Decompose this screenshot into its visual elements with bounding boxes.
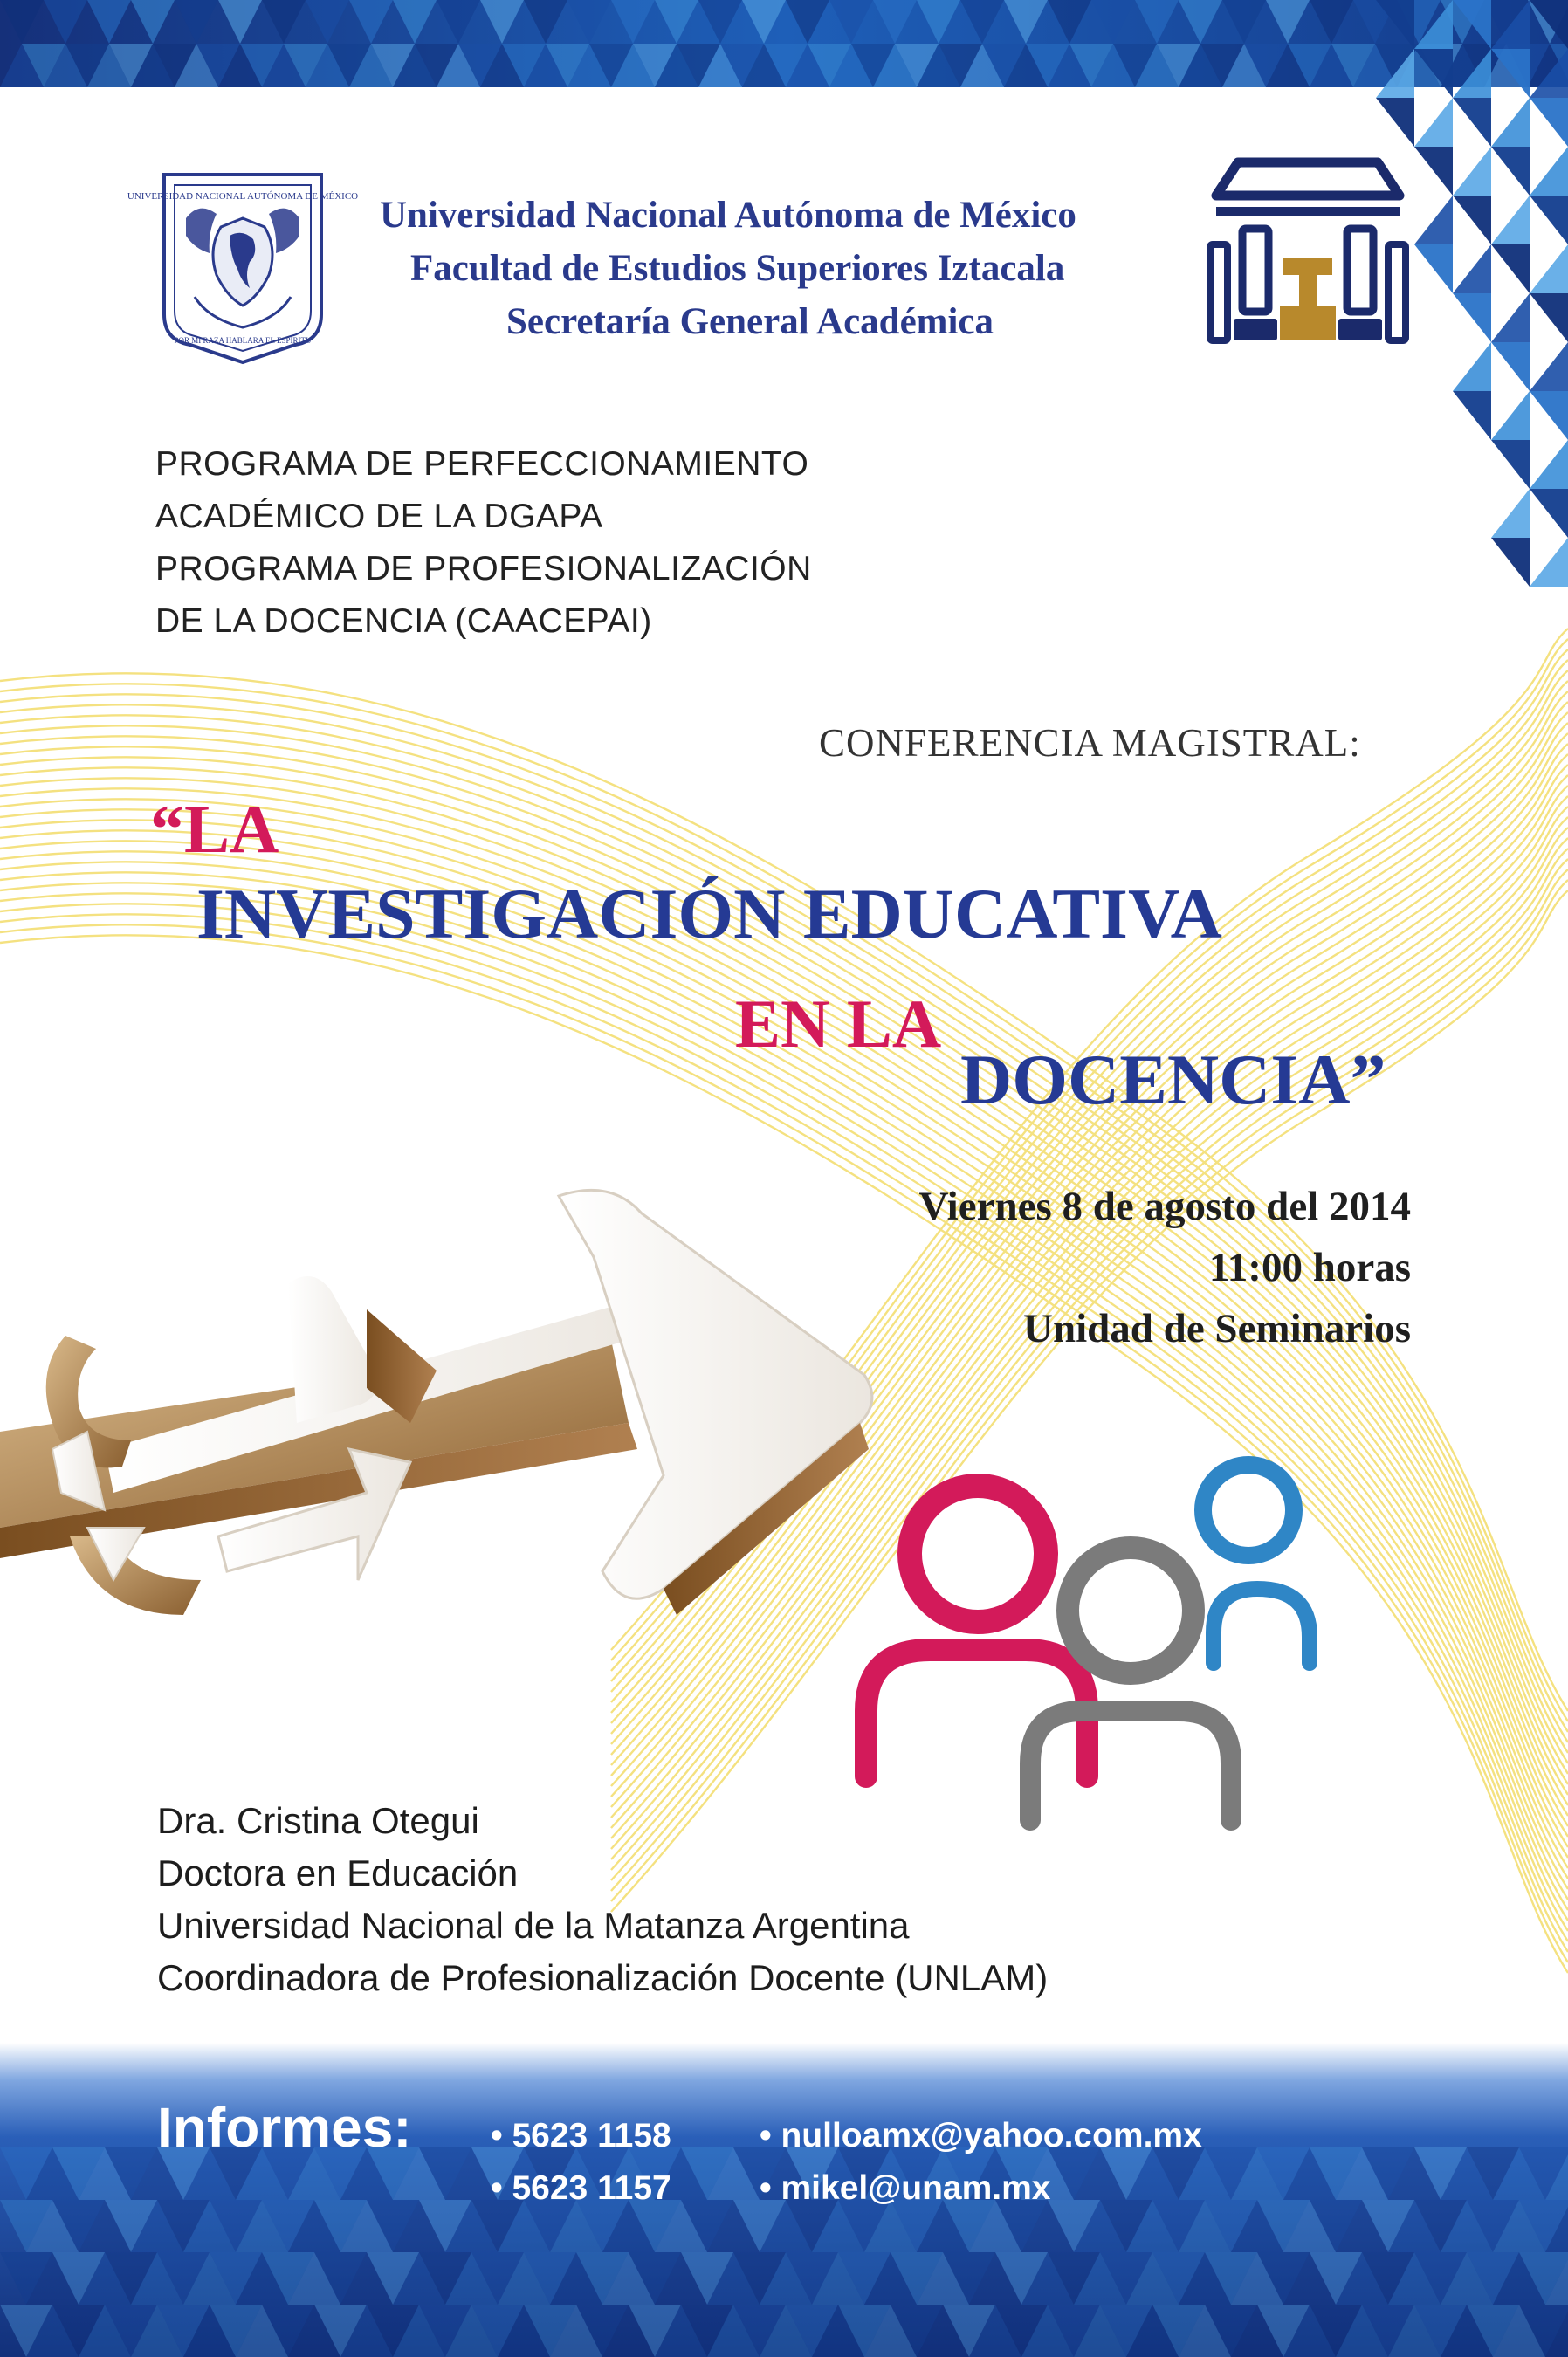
program-line: ACADÉMICO DE LA DGAPA [155, 498, 603, 535]
event-time: 11:00 horas [1208, 1245, 1411, 1290]
event-date: Viernes 8 de agosto del 2014 [918, 1184, 1411, 1229]
program-line: PROGRAMA DE PERFECCIONAMIENTO [155, 445, 809, 483]
event-place: Unidad de Seminarios [1023, 1306, 1411, 1351]
informes-label: Informes: [157, 2096, 412, 2159]
institution-name: Universidad Nacional Autónoma de México [380, 195, 1076, 236]
fes-iztacala-logo-icon [1203, 157, 1413, 349]
speaker-degree: Doctora en Educación [157, 1852, 519, 1893]
svg-text:POR MI RAZA HABLARA EL ESPIRIT: POR MI RAZA HABLARA EL ESPIRITU [174, 336, 312, 345]
svg-text:UNIVERSIDAD NACIONAL AUTÓNOMA: UNIVERSIDAD NACIONAL AUTÓNOMA DE MÉXICO [127, 191, 359, 202]
email-link[interactable]: • mikel@unam.mx [760, 2169, 1051, 2207]
secretariat-name: Secretaría General Académica [506, 301, 994, 342]
program-line: PROGRAMA DE PROFESIONALIZACIÓN [155, 550, 812, 588]
conference-title-part2: INVESTIGACIÓN EDUCATIVA [196, 874, 1222, 953]
speaker-university: Universidad Nacional de la Matanza Argentina [157, 1905, 910, 1946]
conference-title-part3: EN LA [735, 986, 942, 1062]
phone-number: • 5623 1157 [491, 2169, 671, 2207]
speaker-position: Coordinadora de Profesionalización Docente (UNLAM) [157, 1957, 1049, 1998]
arrows-illustration [0, 1161, 925, 1650]
speaker-name: Dra. Cristina Otegui [157, 1800, 479, 1841]
people-icon [847, 1449, 1388, 1833]
unam-seal-icon [127, 166, 359, 367]
conference-title-part1: “LA [150, 791, 279, 867]
phone-number: • 5623 1158 [491, 2117, 671, 2154]
top-mosaic-band [0, 0, 1568, 87]
faculty-name: Facultad de Estudios Superiores Iztacala [410, 248, 1065, 289]
program-line: DE LA DOCENCIA (CAACEPAI) [155, 602, 652, 640]
email-link[interactable]: • nulloamx@yahoo.com.mx [760, 2117, 1202, 2154]
conference-label: CONFERENCIA MAGISTRAL: [819, 721, 1361, 765]
conference-title-part4: DOCENCIA” [960, 1040, 1386, 1119]
